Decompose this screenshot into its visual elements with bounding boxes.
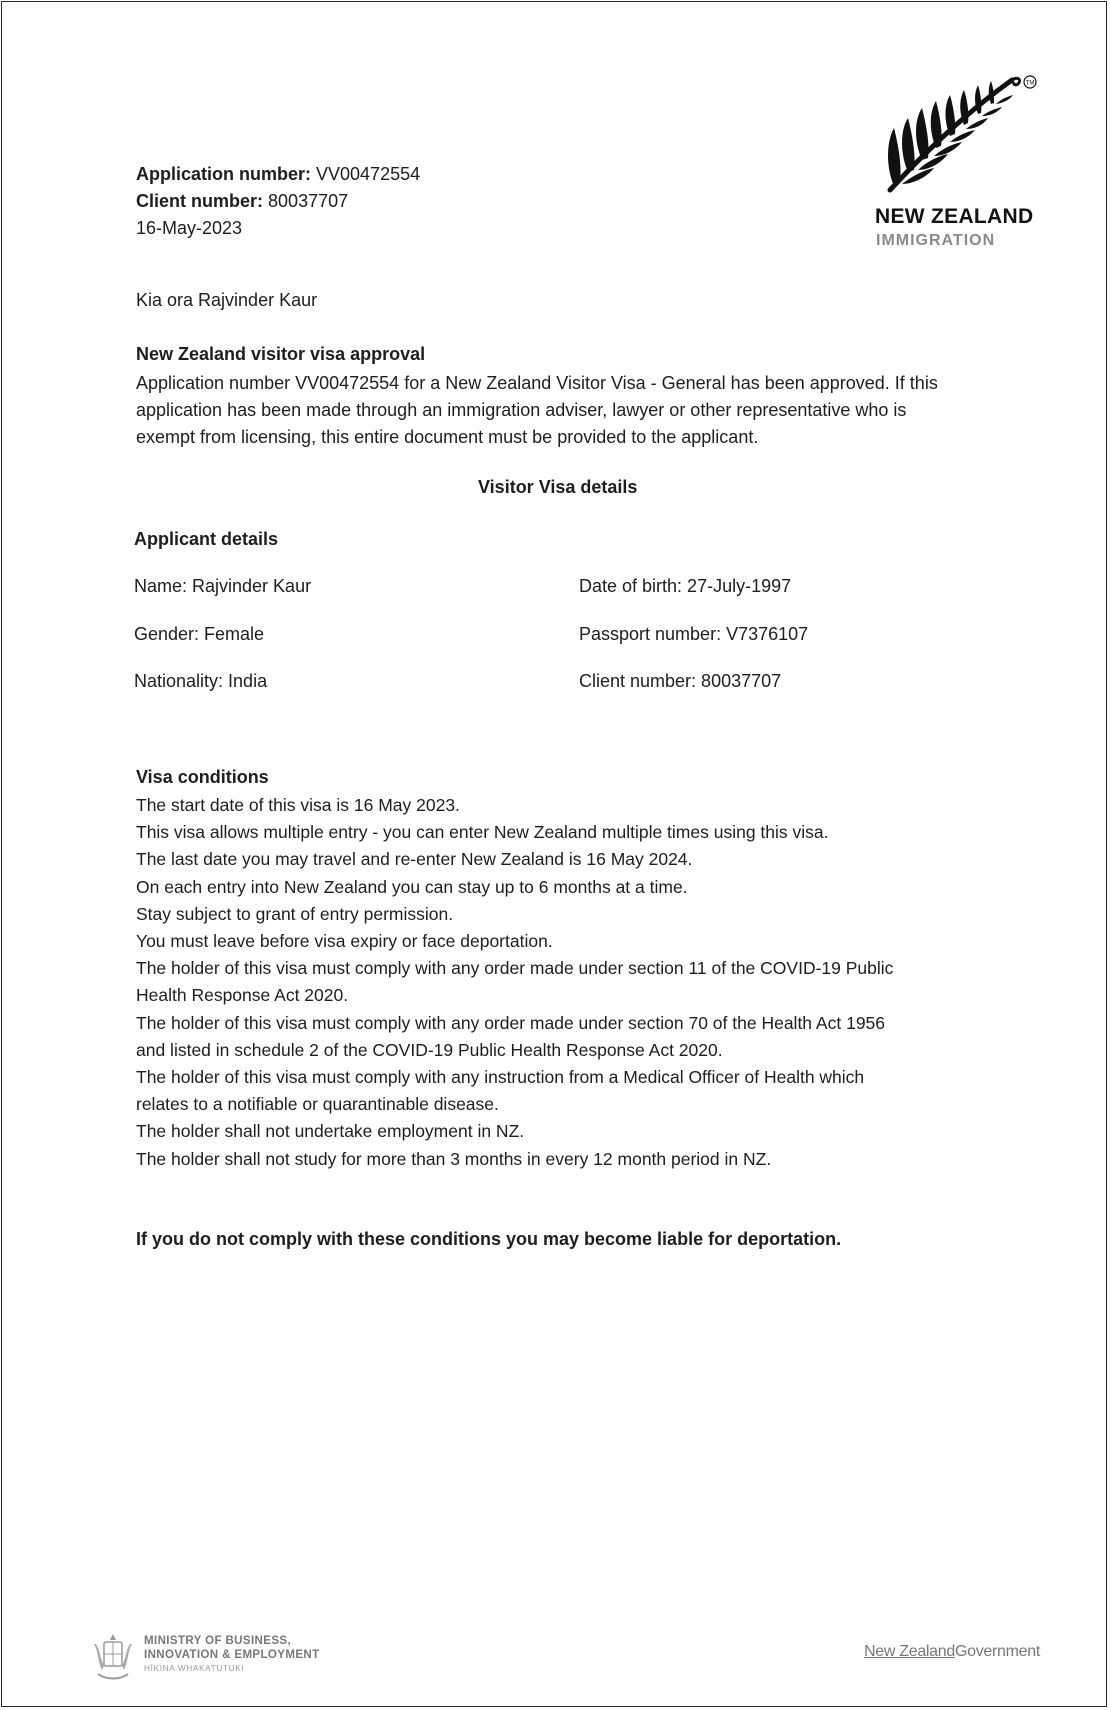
trademark-mark: TM (1025, 80, 1035, 87)
condition-line: The holder of this visa must comply with any instruction from a Medical Officer of Health which (136, 1067, 865, 1088)
coat-of-arms-icon (90, 1630, 136, 1684)
mbie-line-2: INNOVATION & EMPLOYMENT (144, 1649, 320, 1661)
logo-title: NEW ZEALAND (875, 205, 1034, 228)
govt-wordmark-part-2: Government (954, 1643, 1041, 1660)
applicant-name: Name: Rajvinder Kaur (134, 576, 312, 596)
application-number-line (136, 161, 420, 188)
condition-line: Stay subject to grant of entry permission. (136, 903, 454, 924)
deportation-warning: If you do not comply with these conditions you may become liable for deportation. (136, 1229, 842, 1249)
client-number-line (136, 188, 420, 215)
greeting: Kia ora Rajvinder Kaur (136, 290, 318, 310)
condition-line: The start date of this visa is 16 May 2023. (136, 795, 460, 815)
condition-line: The holder of this visa must comply with any order made under section 11 of the COVID-19 Public (136, 958, 894, 979)
condition-line: On each entry into New Zealand you can stay up to 6 months at a time. (136, 876, 688, 897)
visa-details-title: Visitor Visa details (478, 477, 638, 497)
client-number-label: Client number: (136, 191, 264, 211)
visa-conditions-title: Visa conditions (136, 767, 269, 787)
condition-line: The holder shall not study for more than 3 months in every 12 month period in NZ. (136, 1148, 772, 1169)
client-number-value: 80037707 (268, 191, 349, 211)
condition-line: You must leave before visa expiry or face deportation. (136, 931, 553, 952)
nz-government-wordmark (864, 1643, 1040, 1661)
applicant-client-number: Client number: 80037707 (579, 671, 782, 691)
condition-line: The last date you may travel and re-enter New Zealand is 16 May 2024. (136, 849, 693, 870)
applicant-dob: Date of birth: 27-July-1997 (579, 576, 792, 596)
approval-body (136, 370, 996, 451)
logo-subtitle: IMMIGRATION (876, 232, 996, 249)
mbie-line-1: MINISTRY OF BUSINESS, (144, 1635, 292, 1647)
header-meta (136, 161, 420, 242)
condition-line: relates to a notifiable or quarantinable disease. (136, 1094, 499, 1115)
approval-line: exempt from licensing, this entire document must be provided to the applicant. (136, 427, 759, 447)
document-page (1, 1, 1107, 1707)
mbie-wordmark (144, 1634, 320, 1676)
approval-line: application has been made through an immigration adviser, lawyer or other representative who is (136, 400, 907, 420)
approval-title: New Zealand visitor visa approval (136, 344, 426, 364)
condition-line: and listed in schedule 2 of the COVID-19 Public Health Response Act 2020. (136, 1039, 723, 1060)
condition-line: This visa allows multiple entry - you can enter New Zealand multiple times using this visa. (136, 822, 829, 843)
govt-wordmark-part-1: New Zealand (864, 1643, 955, 1660)
applicant-gender: Gender: Female (134, 624, 265, 644)
application-number-value: VV00472554 (316, 164, 421, 184)
letter-date: 16-May-2023 (136, 218, 243, 238)
applicant-details-title: Applicant details (134, 529, 279, 549)
applicant-passport: Passport number: V7376107 (579, 624, 809, 644)
mbie-line-3: HĪKINA WHAKATUTUKI (144, 1664, 245, 1673)
condition-line: The holder of this visa must comply with any order made under section 70 of the Health Act 1956 (136, 1012, 886, 1033)
condition-line: Health Response Act 2020. (136, 985, 349, 1006)
approval-line: Application number VV00472554 for a New Zealand Visitor Visa - General has been approved. If this (136, 373, 938, 393)
applicant-nationality: Nationality: India (134, 671, 268, 691)
application-number-label: Application number: (136, 164, 311, 184)
condition-line: The holder shall not undertake employment in NZ. (136, 1121, 525, 1142)
visa-conditions-list (136, 792, 1036, 1173)
